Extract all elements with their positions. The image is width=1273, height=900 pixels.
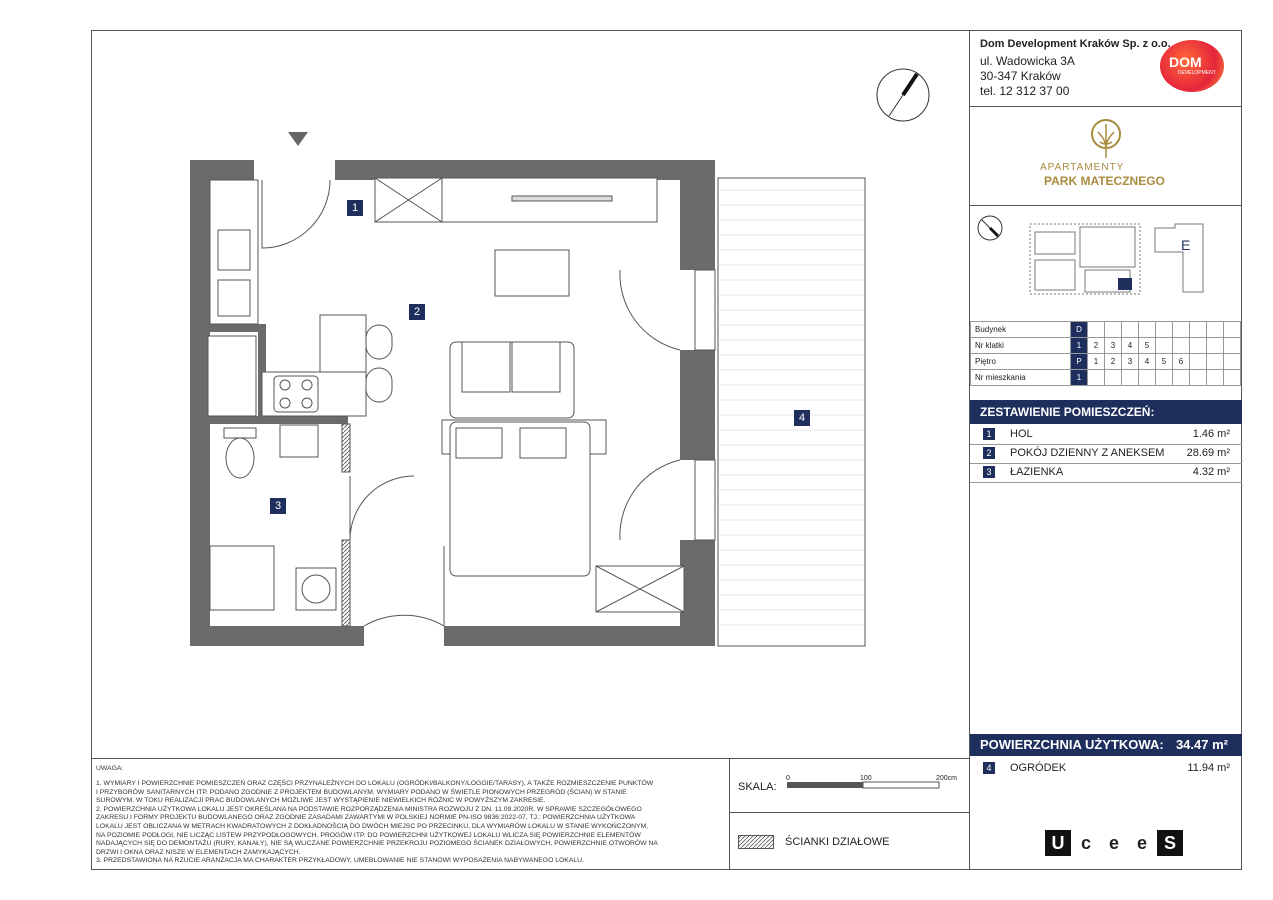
extra-area: 11.94 m² [1187, 762, 1230, 774]
note-line: SUROWYM. W TOKU REALIZACJI PRAC BUDOWLANYCH MOŻLIWE JEST WYSTĄPIENIE NIEWIELKICH RÓŻNIC W POWYŻSZYM ZAKRESIE. [96, 797, 546, 805]
note-line: LOKALU JEST OBLICZANA W METRACH KWADRATOWYCH Z DOKŁADNOŚCIĄ DO DWÓCH MIEJSC PO PRZECINKU, DLA WYMIARÓW LOKALU W STANIE WYKOŃCZONYM, [96, 823, 649, 830]
info-grid-cell: P [1071, 354, 1088, 370]
info-grid-cell [1105, 322, 1122, 338]
dom-logo [1160, 40, 1224, 92]
wardrobe [375, 178, 657, 222]
info-grid-cell [1156, 338, 1173, 354]
hatch-swatch [738, 835, 774, 849]
notes-title: UWAGA: [96, 765, 124, 772]
info-grid-cell [1156, 322, 1173, 338]
scale-tick: 0 [786, 775, 790, 782]
notes-divider [91, 758, 970, 759]
info-grid-cell [1207, 370, 1224, 386]
info-grid-cell: 4 [1139, 354, 1156, 370]
garden-area [718, 178, 865, 646]
info-grid-cell: 1 [1071, 338, 1088, 354]
notes-scale-divider [729, 758, 730, 870]
panel-rule [969, 106, 1242, 107]
info-grid-cell: 4 [1122, 338, 1139, 354]
ucees-logo [1045, 830, 1185, 859]
info-grid-row [971, 338, 1241, 354]
entrance-triangle-icon [288, 132, 308, 146]
info-grid-cell [1122, 322, 1139, 338]
info-grid-cell [1224, 354, 1241, 370]
company-city: 30-347 Kraków [980, 69, 1061, 83]
info-grid-label: Nr klatki [971, 338, 1071, 354]
room-area: 28.69 m² [1186, 447, 1230, 459]
info-grid-cell [1173, 322, 1190, 338]
brand-letter: e [1108, 833, 1119, 853]
info-grid-cell: 2 [1105, 354, 1122, 370]
plan-label-living: 2 [409, 304, 425, 320]
plan-label-hol: 1 [347, 200, 363, 216]
company-name: Dom Development Kraków Sp. z o.o. [980, 38, 1171, 50]
brand-letter: S [1157, 830, 1183, 856]
info-grid-cell [1088, 370, 1105, 386]
scale-label: SKALA: [738, 781, 777, 793]
scale-legend-divider [729, 812, 970, 813]
total-value: 34.47 m² [1175, 737, 1228, 752]
note-line: ZAKRESU I FORMY PROJEKTU BUDOWLANEGO ORAZ ZGODNIE ZASADAMI ZAWARTYMI W POLSKIEJ NORMIE PN-ISO 9836:2022-07, TJ.: POWIERZCHNIA UŻYTKOWA [96, 814, 636, 822]
info-grid-cell [1207, 338, 1224, 354]
room-row [970, 425, 1242, 445]
info-grid-label: Nr mieszkania [971, 370, 1071, 386]
room-name: HOL [1010, 428, 1033, 440]
note-line: 1. WYMIARY I POWIERZCHNIE POMIESZCZEŃ ORAZ CZĘŚCI PRZYNALEŻNYCH DO LOKALU (OGRÓDKI/BALKONY/LOGGIE/TARASY), A TAKŻE ROZMIESZCZENIE PUNKTÓW [96, 780, 654, 787]
info-grid-cell [1088, 322, 1105, 338]
room-area: 4.32 m² [1192, 466, 1230, 478]
info-grid-cell [1190, 354, 1207, 370]
info-grid-cell [1207, 354, 1224, 370]
info-grid-cell [1190, 322, 1207, 338]
project-line1: APARTAMENTY [1040, 162, 1125, 173]
rooms-header: ZESTAWIENIE POMIESZCZEŃ: [970, 400, 1242, 424]
note-line: 3. PRZEDSTAWIONA NA RZUCIE ARANŻACJA MA CHARAKTER PRZYKŁADOWY, UMEBLOWANIE NIE STANOWI WYPOSAŻENIA NABYWANEGO LOKALU. [96, 857, 584, 865]
panel-rule [969, 205, 1242, 206]
info-grid-cell: D [1071, 322, 1088, 338]
info-grid-cell: 5 [1156, 354, 1173, 370]
brand-letter: c [1080, 833, 1091, 853]
info-grid-cell [1224, 370, 1241, 386]
info-grid-cell [1105, 370, 1122, 386]
total-label: POWIERZCHNIA UŻYTKOWA: [980, 737, 1164, 752]
info-grid-cell: 2 [1088, 338, 1105, 354]
info-grid-cell: 3 [1105, 338, 1122, 354]
logo-sub-text: DEVELOPMENT [1178, 70, 1216, 76]
info-grid-row [971, 322, 1241, 338]
info-grid-cell: 1 [1071, 370, 1088, 386]
room-number: 1 [983, 428, 995, 440]
note-line: NADAJĄCYCH SIĘ DO DEMONTAŻU (RURY, KANAŁY), NIE SĄ WLICZANE POWIERZCHNIE PRZEKROJU POZIOMEGO ŚCIANEK DZIAŁOWYCH, POWIERZCHNIE OTWORÓW NA [96, 840, 658, 848]
project-line2: PARK MATECZNEGO [1044, 174, 1165, 188]
extra-name: OGRÓDEK [1010, 762, 1067, 774]
info-grid-row [971, 370, 1241, 386]
note-line: DRZWI I OKNA ORAZ NISZE W ELEMENTACH ZAMYKAJĄCYCH. [96, 848, 301, 856]
logo-main-text: DOM [1169, 54, 1202, 70]
room-area: 1.46 m² [1192, 428, 1230, 440]
info-grid-cell [1122, 370, 1139, 386]
info-grid-row [971, 354, 1241, 370]
total-area-bar [970, 734, 1242, 756]
key-plan [975, 212, 1240, 302]
bathroom-fixtures [210, 425, 336, 610]
room-name: POKÓJ DZIENNY Z ANEKSEM [1010, 447, 1165, 459]
company-phone: tel. 12 312 37 00 [980, 84, 1070, 98]
room-row [970, 463, 1242, 483]
kitchen-column [208, 180, 258, 416]
extra-row [970, 759, 1242, 778]
info-grid-cell: 1 [1088, 354, 1105, 370]
info-grid-cell [1190, 370, 1207, 386]
legend-label: ŚCIANKI DZIAŁOWE [785, 836, 890, 848]
plan-label-garden: 4 [794, 410, 810, 426]
info-grid-cell [1173, 338, 1190, 354]
info-grid-cell [1139, 322, 1156, 338]
building-letter: E [1181, 237, 1191, 253]
plan-label-bathroom: 3 [270, 498, 286, 514]
room-name: ŁAZIENKA [1010, 466, 1064, 478]
brand-letter: U [1045, 830, 1071, 856]
note-line: NA POZIOMIE PODŁOGI, NIE LICZĄC LISTEW PRZYPODŁOGOWYCH, PROGÓW ITP. DO POWIERZCHNI UŻYTKOWEJ LOKALU WLICZA SIĘ POWIERZCHNIE ELEMENTÓW [96, 831, 641, 839]
info-grid-cell [1190, 338, 1207, 354]
floor-plan [180, 60, 880, 660]
apartment-info-grid [970, 321, 1241, 386]
kitchen-counter [262, 315, 392, 416]
info-grid-label: Budynek [971, 322, 1071, 338]
extra-number: 4 [983, 762, 995, 774]
note-line: I PRZYBORÓW SANITARNYCH ITP. PODANO ZGODNIE Z PROJEKTEM BUDOWLANYM. WYMIARY PODANO W ŚWIETLE PIONOWYCH PRZEGRÓD (ŚCIAN) W STANIE [96, 788, 627, 796]
living-furniture [442, 250, 684, 612]
scale-tick: 100 [860, 775, 872, 782]
brand-letter: e [1136, 833, 1147, 853]
key-plan-compass-icon [978, 216, 1002, 240]
room-number: 2 [983, 447, 995, 459]
room-number: 3 [983, 466, 995, 478]
info-grid-cell [1156, 370, 1173, 386]
info-grid-cell [1224, 322, 1241, 338]
company-street: ul. Wadowicka 3A [980, 54, 1075, 68]
info-grid-cell [1173, 370, 1190, 386]
tree-logo-icon [1088, 118, 1124, 160]
info-grid-cell: 5 [1139, 338, 1156, 354]
info-grid-cell [1207, 322, 1224, 338]
info-grid-cell: 3 [1122, 354, 1139, 370]
info-grid-cell [1224, 338, 1241, 354]
north-arrow-icon [874, 66, 934, 126]
scale-tick: 200cm [936, 775, 958, 782]
info-grid-label: Piętro [971, 354, 1071, 370]
note-line: 2. POWIERZCHNIA UŻYTKOWA LOKALU JEST OKREŚLANA NA PODSTAWIE ROZPORZĄDZENIA MINISTRA ROZWOJU Z DN. 11.09.2020R. W SPRAWIE SZCZEGÓŁOWEGO [96, 805, 642, 813]
info-grid-cell: 6 [1173, 354, 1190, 370]
room-row [970, 444, 1242, 464]
info-grid-cell [1139, 370, 1156, 386]
